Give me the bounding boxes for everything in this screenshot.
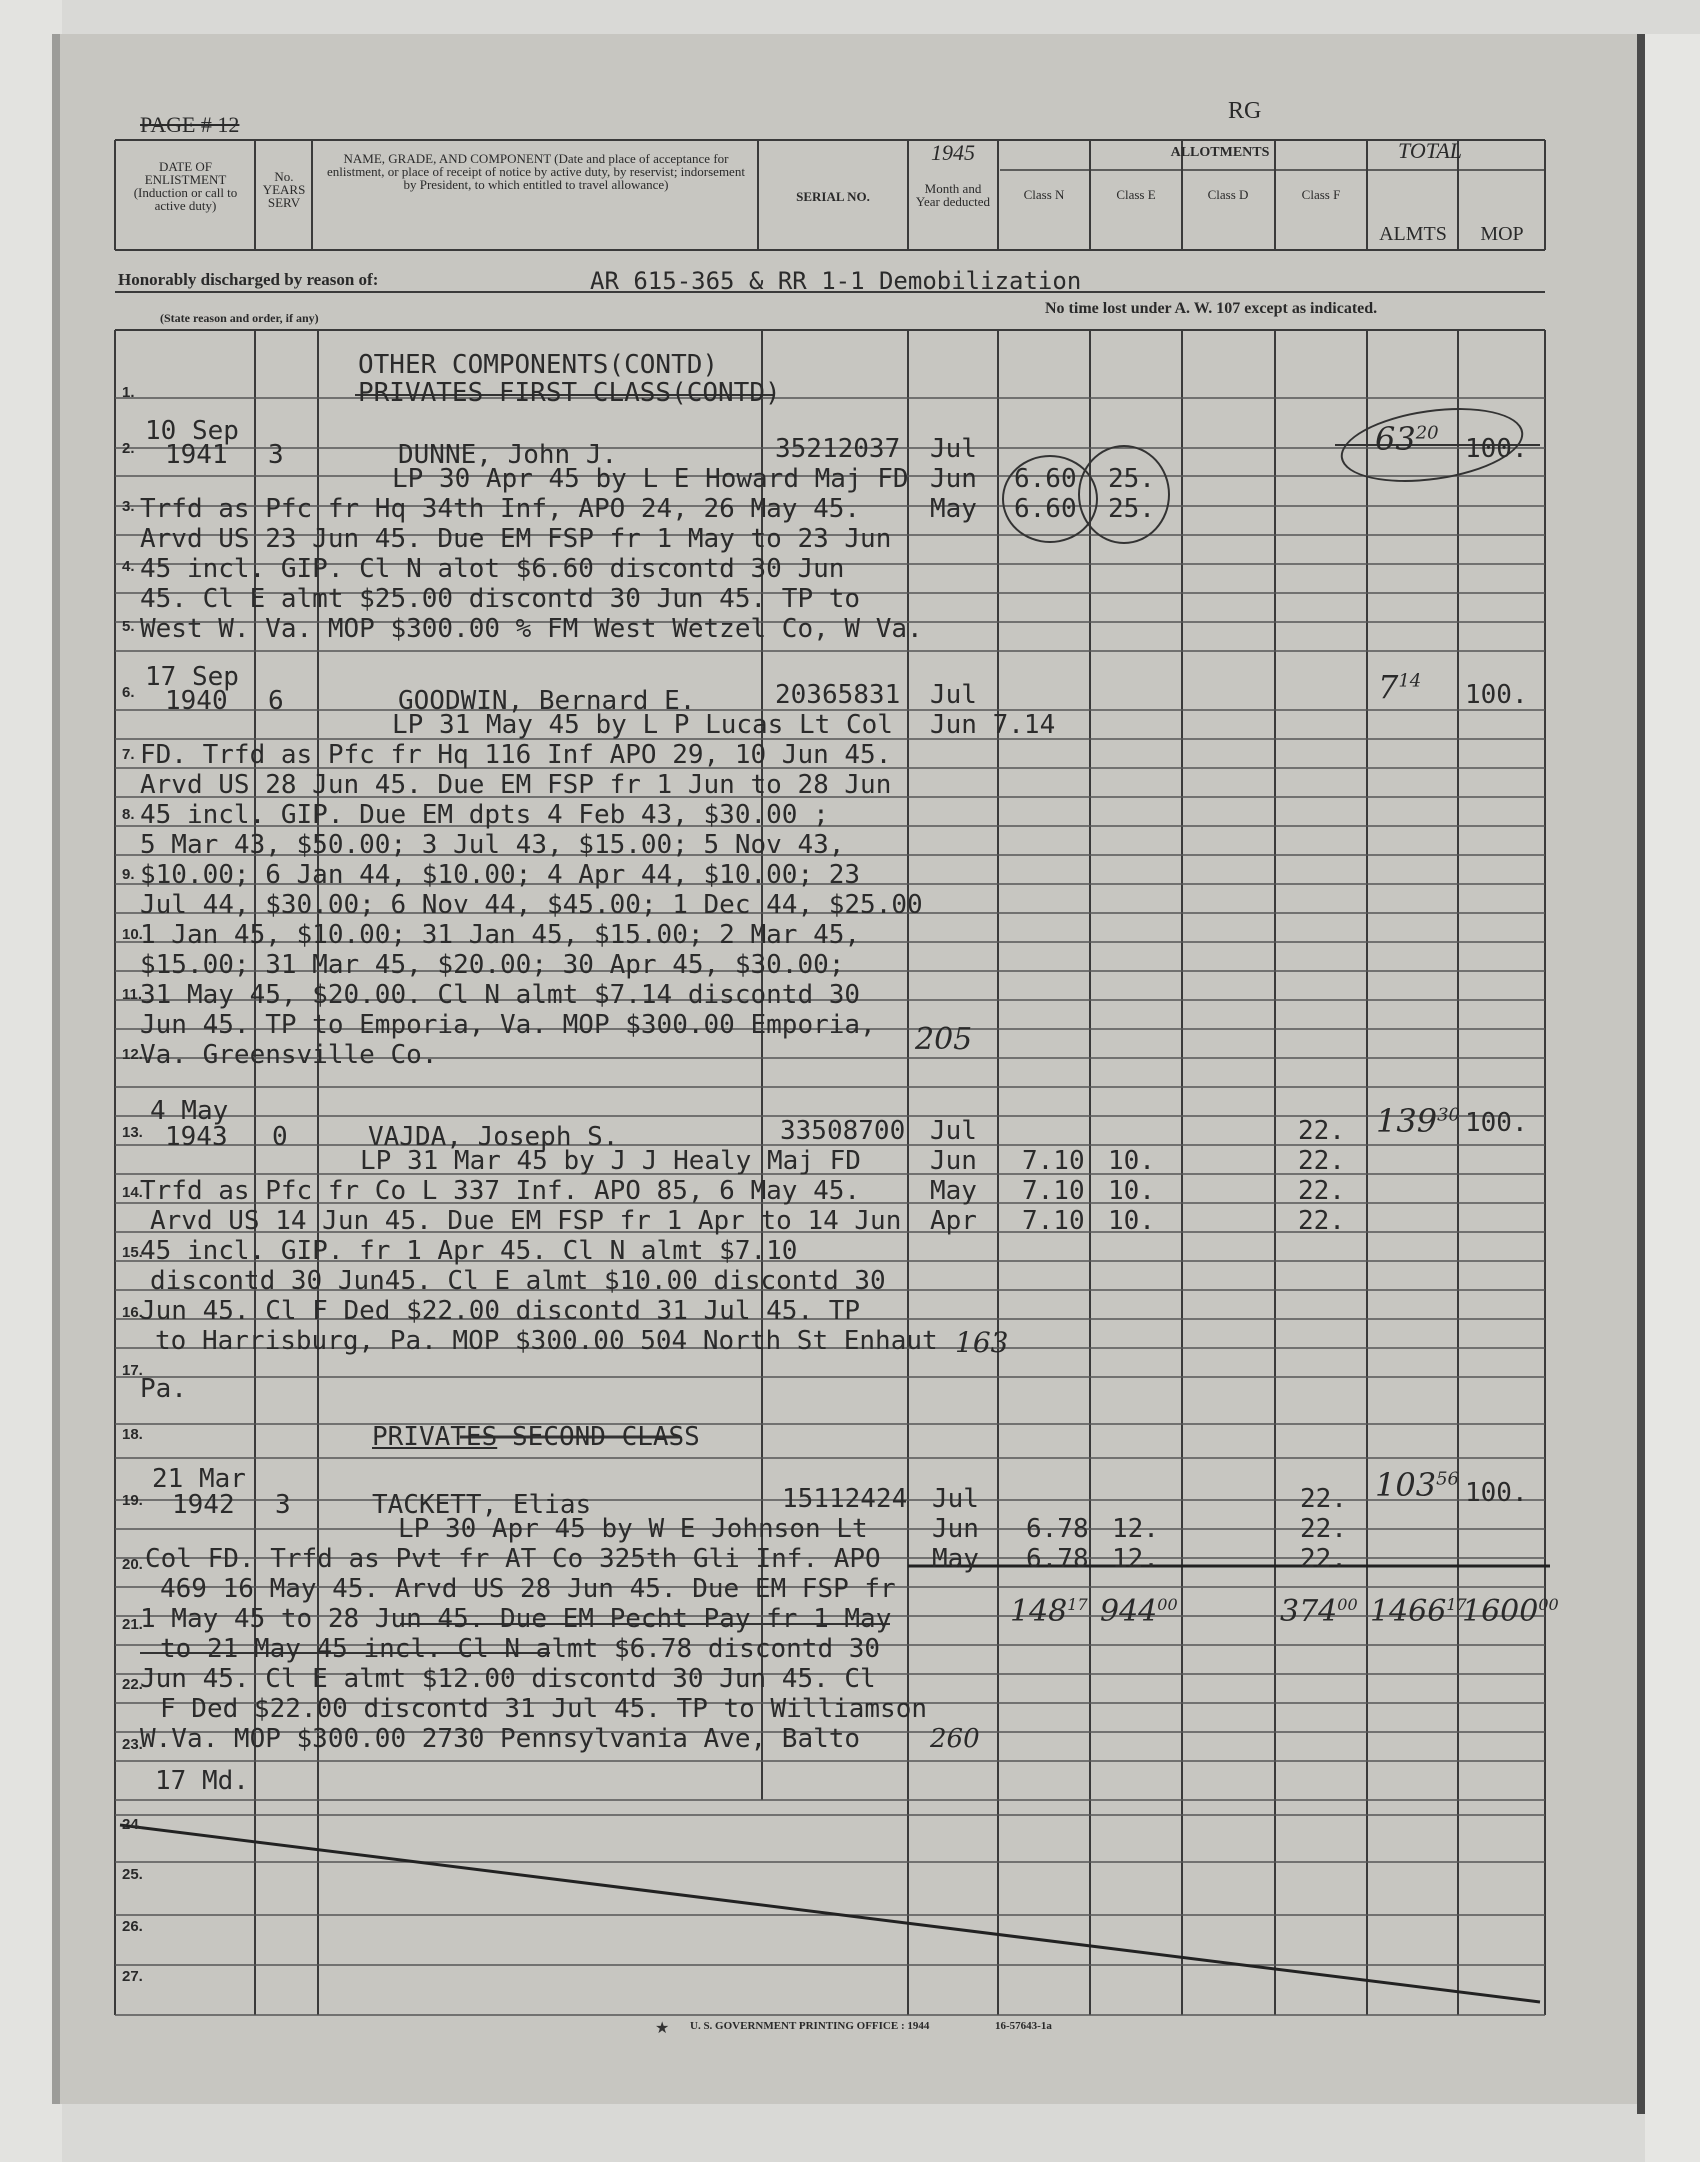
entry3-class-f-4: 22. <box>1298 1206 1345 1236</box>
entry2-month-1: Jul <box>930 680 977 710</box>
entry3-mop: 100. <box>1465 1108 1528 1138</box>
entry1-name: DUNNE, John J. <box>398 440 618 470</box>
entry2-remark-8: 1 Jan 45, $10.00; 31 Jan 45, $15.00; 2 Mar 45, <box>140 920 861 950</box>
entry3-class-e-2: 10. <box>1108 1146 1155 1176</box>
entry2-remark-1: LP 31 May 45 by L P Lucas Lt Col <box>392 710 893 740</box>
entry4-remark-4: 1 May 45 to 28 Jun 45. Due EM Pecht Pay fr 1 May <box>140 1604 892 1634</box>
entry3-class-n-2: 7.10 <box>1022 1146 1085 1176</box>
line-number: 9. <box>122 866 135 883</box>
entry2-remark-5: 5 Mar 43, $50.00; 3 Jul 43, $15.00; 5 Nov 43, <box>140 830 845 860</box>
entry3-hand-note: 163 <box>955 1326 1009 1359</box>
section-privates-first-class: PRIVATES FIRST CLASS(CONTD) <box>358 378 781 408</box>
entry1-class-n-3: 6.60 <box>1014 494 1077 524</box>
line-number: 21. <box>122 1616 143 1633</box>
line-number: 27. <box>122 1968 143 1985</box>
entry3-remark-4: 45 incl. GIP. fr 1 Apr 45. Cl N almt $7.10 <box>140 1236 798 1266</box>
class-e-header: Class E <box>1116 187 1156 202</box>
col-date-header: DATE OF ENLISTMENT (Induction or call to active duty) <box>133 159 238 213</box>
entry1-hand-total: $63^{20}$ <box>1375 420 1439 458</box>
entry2-remark-9: $15.00; 31 Mar 45, $20.00; 30 Apr 45, $30.00; <box>140 950 845 980</box>
entry1-date-day: 10 Sep <box>145 416 239 446</box>
entry4-hand-note: 260 <box>930 1724 980 1754</box>
entry2-hand-total: $7^{14}$ <box>1378 668 1422 706</box>
entry1-years: 3 <box>268 440 284 470</box>
entry4-remark-6: Jun 45. Cl E almt $12.00 discontd 30 Jun 45. Cl <box>140 1664 876 1694</box>
entry3-class-n-3: 7.10 <box>1022 1176 1085 1206</box>
line-number: 20. <box>122 1556 143 1573</box>
line-number: 14. <box>122 1184 143 1201</box>
entry4-mop: 100. <box>1465 1478 1528 1508</box>
entry1-serial: 35212037 <box>775 434 901 464</box>
section-other-components: OTHER COMPONENTS(CONTD) <box>358 350 719 380</box>
entry4-remark-5: to 21 May 45 incl. Cl N almt $6.78 discontd 30 <box>160 1634 881 1664</box>
line-number: 16. <box>122 1304 143 1321</box>
entry2-remark-2: FD. Trfd as Pfc fr Hq 116 Inf APO 29, 10 Jun 45. <box>140 740 892 770</box>
line-number: 12. <box>122 1046 143 1063</box>
line-number: 23. <box>122 1736 143 1753</box>
entry4-name: TACKETT, Elias <box>372 1490 592 1520</box>
entry3-years: 0 <box>272 1122 288 1152</box>
entry3-month-1: Jul <box>930 1116 977 1146</box>
entry2-name: GOODWIN, Bernard E. <box>398 686 696 716</box>
year-header: 1945 <box>931 140 975 165</box>
line-number: 24. <box>122 1816 143 1833</box>
entry1-month-2: Jun <box>930 464 977 494</box>
entry2-serial: 20365831 <box>775 680 901 710</box>
entry3-class-f-3: 22. <box>1298 1176 1345 1206</box>
entry3-class-e-3: 10. <box>1108 1176 1155 1206</box>
total-mop: 1600$^{00}$ <box>1462 1594 1559 1629</box>
line-number: 11. <box>122 986 143 1003</box>
line-number: 6. <box>122 684 135 701</box>
discharged-reason: AR 615-365 & RR 1-1 Demobilization <box>590 267 1082 295</box>
entry4-month-2: Jun <box>932 1514 979 1544</box>
entry1-date-year: 1941 <box>165 440 228 470</box>
entry3-month-2: Jun <box>930 1146 977 1176</box>
state-reason-note: (State reason and order, if any) <box>160 311 319 325</box>
entry4-class-e-3: 12. <box>1112 1544 1159 1574</box>
line-number: 18. <box>122 1426 143 1443</box>
entry4-remark-7: F Ded $22.00 discontd 31 Jul 45. TP to Williamson <box>160 1694 928 1724</box>
col-month-header: Month and Year deducted <box>915 181 991 209</box>
line-number: 10. <box>122 926 143 943</box>
section-privates-struck: SECOND CLASS <box>512 1422 700 1452</box>
total-header: TOTAL <box>1397 138 1462 163</box>
entry4-date-day: 21 Mar <box>152 1464 246 1494</box>
entry2-remark-4: 45 incl. GIP. Due EM dpts 4 Feb 43, $30.00 ; <box>140 800 829 830</box>
line-number: 3. <box>122 498 135 515</box>
line-number: 26. <box>122 1918 143 1935</box>
entry4-remark-9: 17 Md. <box>155 1766 249 1796</box>
entry2-month-2: Jun 7.14 <box>930 710 1056 740</box>
entry3-remark-3: Arvd US 14 Jun 45. Due EM FSP fr 1 Apr to 14 Jun <box>150 1206 902 1236</box>
line-number: 5. <box>122 618 135 635</box>
entry4-serial: 15112424 <box>782 1484 908 1514</box>
entry4-month-1: Jul <box>932 1484 979 1514</box>
entry4-class-n-3: 6.78 <box>1026 1544 1089 1574</box>
total-almts: 1466$^{17}$ <box>1370 1594 1467 1629</box>
footer-form-number: 16-57643-1a <box>995 2020 1052 2032</box>
entry3-month-3: May <box>930 1176 977 1206</box>
line-number: 1. <box>122 384 135 401</box>
entry4-month-3: May <box>932 1544 979 1574</box>
entry1-class-n-2: 6.60 <box>1014 464 1077 494</box>
line-number: 2. <box>122 440 135 457</box>
entry3-remark-5: discontd 30 Jun45. Cl E almt $10.00 discontd 30 <box>150 1266 886 1296</box>
entry2-remark-10: 31 May 45, $20.00. Cl N almt $7.14 discontd 30 <box>140 980 861 1010</box>
line-number: 17. <box>122 1362 143 1379</box>
page-label: PAGE # 12 <box>140 112 240 137</box>
total-class-n: $148^{17}$ <box>1010 1594 1088 1629</box>
entry2-hand-note: 205 <box>915 1022 973 1057</box>
line-number: 7. <box>122 746 135 763</box>
entry4-remark-8: W.Va. MOP $300.00 2730 Pennsylvania Ave, Balto <box>140 1724 861 1754</box>
footer-printer: U. S. GOVERNMENT PRINTING OFFICE : 1944 <box>690 2020 930 2032</box>
section-privates: PRIVATES <box>372 1422 498 1452</box>
line-number: 4. <box>122 558 135 575</box>
entry3-date-day: 4 May <box>150 1096 229 1126</box>
entry2-remark-7: Jul 44, $30.00; 6 Nov 44, $45.00; 1 Dec 44, $25.00 <box>140 890 923 920</box>
line-number: 25. <box>122 1866 143 1883</box>
page-mark: RG <box>1228 98 1262 124</box>
entry3-class-f-1: 22. <box>1298 1116 1345 1146</box>
entry1-remark-3: Arvd US 23 Jun 45. Due EM FSP fr 1 May to 23 Jun <box>140 524 892 554</box>
entry4-hand-total: $103^{56}$ <box>1375 1466 1459 1504</box>
class-f-header: Class F <box>1301 187 1341 202</box>
total-class-e: $944^{00}$ <box>1100 1594 1178 1629</box>
entry4-remark-1: LP 30 Apr 45 by W E Johnson Lt <box>398 1514 868 1544</box>
entry1-month-3: May <box>930 494 977 524</box>
entry3-class-f-2: 22. <box>1298 1146 1345 1176</box>
entry3-month-4: Apr <box>930 1206 977 1236</box>
entry3-class-n-4: 7.10 <box>1022 1206 1085 1236</box>
entry1-mop: 100. <box>1465 434 1528 464</box>
entry1-class-e-2: 25. <box>1108 464 1155 494</box>
col-name-header: NAME, GRADE, AND COMPONENT (Date and place of acceptance for enlistment, or place of receipt of notice by active duty, by reservist; indorsement by President, to which entitled to travel allowance) <box>327 151 745 192</box>
line-number: 22. <box>122 1676 143 1693</box>
entry2-remark-3: Arvd US 28 Jun 45. Due EM FSP fr 1 Jun to 28 Jun <box>140 770 892 800</box>
line-number: 15. <box>122 1244 143 1261</box>
entry3-remark-7: to Harrisburg, Pa. MOP $300.00 504 North St Enhaut <box>155 1326 938 1356</box>
entry1-remark-2: Trfd as Pfc fr Hq 34th Inf, APO 24, 26 May 45. <box>140 494 861 524</box>
allotments-header: ALLOTMENTS <box>1170 145 1270 160</box>
entry1-remark-6: West W. Va. MOP $300.00 % FM West Wetzel Co, W Va. <box>140 614 923 644</box>
entry3-remark-8: Pa. <box>140 1374 187 1404</box>
entry2-remark-12: Va. Greensville Co. <box>140 1040 438 1070</box>
total-class-f: $374^{00}$ <box>1280 1594 1358 1629</box>
entry4-class-n-2: 6.78 <box>1026 1514 1089 1544</box>
entry3-serial: 33508700 <box>780 1116 906 1146</box>
footer-star-icon: ★ <box>655 2018 670 2037</box>
entry3-hand-total: $139^{30}$ <box>1376 1102 1460 1140</box>
line-number: 19. <box>122 1492 143 1509</box>
discharged-label: Honorably discharged by reason of: <box>118 270 379 289</box>
entry1-month-1: Jul <box>930 434 977 464</box>
entry1-remark-5: 45. Cl E almt $25.00 discontd 30 Jun 45. TP to <box>140 584 861 614</box>
mop-header: MOP <box>1480 223 1524 245</box>
entry4-class-e-2: 12. <box>1112 1514 1159 1544</box>
entry3-name: VAJDA, Joseph S. <box>368 1122 619 1152</box>
entry4-date-year: 1942 <box>172 1490 235 1520</box>
class-n-header: Class N <box>1023 187 1065 202</box>
entry1-remark-1: LP 30 Apr 45 by L E Howard Maj FD <box>392 464 909 494</box>
entry2-mop: 100. <box>1465 680 1528 710</box>
col-serial-header: SERIAL NO. <box>796 189 870 204</box>
entry4-remark-2: Col FD. Trfd as Pvt fr AT Co 325th Gli Inf. APO <box>145 1544 881 1574</box>
entry2-years: 6 <box>268 686 284 716</box>
entry1-class-e-3: 25. <box>1108 494 1155 524</box>
almts-header: ALMTS <box>1379 223 1447 245</box>
col-years-header: No. YEARS SERV <box>262 169 306 210</box>
line-number: 8. <box>122 806 135 823</box>
entry2-remark-6: $10.00; 6 Jan 44, $10.00; 4 Apr 44, $10.00; 23 <box>140 860 861 890</box>
entry4-remark-3: 469 16 May 45. Arvd US 28 Jun 45. Due EM FSP fr <box>160 1574 896 1604</box>
entry4-class-f-2: 22. <box>1300 1514 1347 1544</box>
line-number: 13. <box>122 1124 143 1141</box>
no-time-lost-note: No time lost under A. W. 107 except as indicated. <box>1045 300 1378 317</box>
entry4-class-f-3: 22. <box>1300 1544 1347 1574</box>
entry4-years: 3 <box>275 1490 291 1520</box>
entry3-remark-2: Trfd as Pfc fr Co L 337 Inf. APO 85, 6 May 45. <box>140 1176 861 1206</box>
entry3-remark-1: LP 31 Mar 45 by J J Healy Maj FD <box>360 1146 861 1176</box>
entry3-date-year: 1943 <box>165 1122 228 1152</box>
entry4-class-f-1: 22. <box>1300 1484 1347 1514</box>
class-d-header: Class D <box>1207 187 1249 202</box>
entry3-class-e-4: 10. <box>1108 1206 1155 1236</box>
entry3-remark-6: Jun 45. Cl F Ded $22.00 discontd 31 Jul 45. TP <box>140 1296 861 1326</box>
entry1-remark-4: 45 incl. GIP. Cl N alot $6.60 discontd 30 Jun <box>140 554 845 584</box>
entry2-date-year: 1940 <box>165 686 228 716</box>
entry2-date-day: 17 Sep <box>145 662 239 692</box>
entry2-remark-11: Jun 45. TP to Emporia, Va. MOP $300.00 Emporia, <box>140 1010 876 1040</box>
